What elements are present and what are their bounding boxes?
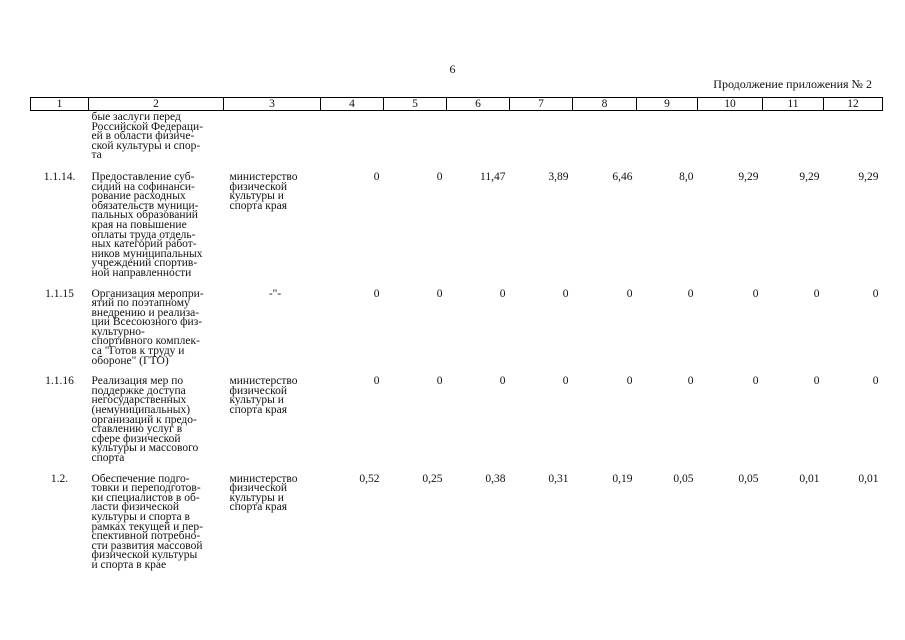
value-cell: 0 xyxy=(562,375,569,388)
ditto-mark: -"- xyxy=(268,287,282,300)
text-line: сфере физической xyxy=(91,432,181,445)
table-row xyxy=(31,288,883,376)
text-line: Российской Федераци- xyxy=(91,120,204,133)
text-line: рование расходных xyxy=(91,190,186,203)
value-cell: 0 xyxy=(687,287,694,300)
column-header: 2 xyxy=(89,98,224,111)
text-line: бые заслуги перед xyxy=(91,111,181,123)
text-line: организаций к предо- xyxy=(91,413,197,426)
value-cell: 0 xyxy=(499,287,506,300)
text-line: ставлению услуг в xyxy=(91,423,183,436)
text-line: культуры и массового xyxy=(91,442,199,455)
value-cell: 0,05 xyxy=(738,472,759,485)
measure-name xyxy=(89,288,224,376)
value-cell: 0,19 xyxy=(612,472,633,485)
continuation-label: Продолжение приложения № 2 xyxy=(713,77,872,91)
executor xyxy=(224,375,321,472)
text-line: сти развития массовой xyxy=(91,539,203,552)
table-row xyxy=(31,171,883,288)
text-line: края на повышение xyxy=(91,218,187,231)
value-cell: 0,52 xyxy=(359,472,380,485)
column-header: 12 xyxy=(824,98,883,111)
text-line: поддержке доступа xyxy=(91,384,186,397)
value-cell: 0,31 xyxy=(548,472,569,485)
value-cell: 3,89 xyxy=(548,170,569,183)
column-number-header xyxy=(31,98,883,111)
text-line: физической xyxy=(229,482,287,495)
value-cell: 0 xyxy=(436,375,443,388)
text-line: рамках текущей и пер- xyxy=(91,520,203,533)
column-header: 7 xyxy=(510,98,573,111)
value-cell: 6,46 xyxy=(612,170,633,183)
table-row-carryover xyxy=(31,111,883,171)
value-cell: 9,29 xyxy=(799,170,820,183)
text-line: обязательств муници- xyxy=(91,199,199,212)
text-line: ласти физической xyxy=(91,501,179,514)
text-line: спорта края xyxy=(229,199,287,212)
appendix-table xyxy=(30,97,883,580)
value-cell: 11,47 xyxy=(480,170,506,183)
table-row xyxy=(31,375,883,472)
value-cell: 0,25 xyxy=(422,472,443,485)
measure-name xyxy=(89,111,224,171)
text-line: (немуниципальных) xyxy=(91,404,191,417)
text-line: министерство xyxy=(229,375,298,388)
executor xyxy=(224,288,321,376)
column-header: 1 xyxy=(31,98,89,111)
text-line: культуры и xyxy=(229,491,284,504)
row-number: 1.2. xyxy=(50,472,69,485)
text-line: ных категорий работ- xyxy=(91,238,197,251)
text-line: физической xyxy=(229,180,287,193)
column-header: 4 xyxy=(321,98,384,111)
text-line: пальных образований xyxy=(91,209,198,222)
text-line: ции Всесоюзного физ- xyxy=(91,316,203,329)
column-header: 8 xyxy=(573,98,637,111)
text-line: министерство xyxy=(229,472,298,485)
text-line: спорта края xyxy=(229,501,287,514)
text-line: ской культуры и спор- xyxy=(91,139,201,152)
value-cell: 0 xyxy=(813,287,820,300)
row-number: 1.1.16 xyxy=(45,375,74,388)
value-cell: 0 xyxy=(499,375,506,388)
text-line: культуры и xyxy=(229,190,284,203)
measure-name xyxy=(89,171,224,288)
text-line: культуры и xyxy=(229,394,284,407)
value-cell: 0 xyxy=(752,375,759,388)
column-header: 9 xyxy=(637,98,698,111)
text-line: спективной потребно- xyxy=(91,530,201,543)
text-line: товки и переподготов- xyxy=(91,482,201,495)
value-cell: 0 xyxy=(373,375,380,388)
page-number: 6 xyxy=(449,62,456,76)
value-cell: 0 xyxy=(626,287,633,300)
text-line: оплаты труда отдель- xyxy=(91,228,196,241)
executor xyxy=(224,171,321,288)
text-line: спорта края xyxy=(229,404,287,417)
text-line: ей в области физиче- xyxy=(91,130,195,143)
value-cell: 0 xyxy=(813,375,820,388)
measure-name xyxy=(89,473,224,580)
text-line: спорта xyxy=(91,452,125,464)
text-line: спортивного комплек- xyxy=(91,335,200,348)
text-line: негосударственных xyxy=(91,394,187,407)
value-cell: 0 xyxy=(687,375,694,388)
text-line: Реализация мер по xyxy=(91,375,184,388)
column-header: 3 xyxy=(224,98,321,111)
value-cell: 0 xyxy=(872,287,879,300)
text-line: ной направленности xyxy=(91,266,192,279)
text-line: и спорта в крае xyxy=(91,558,167,571)
text-line: физической культуры xyxy=(91,549,198,562)
value-cell: 0,05 xyxy=(673,472,694,485)
text-line: внедрению и реализа- xyxy=(91,306,200,319)
text-line: министерство xyxy=(229,170,298,183)
value-cell: 0 xyxy=(626,375,633,388)
text-line: учреждений спортив- xyxy=(91,257,198,270)
value-cell: 8,0 xyxy=(679,170,694,183)
text-line: Обеспечение подго- xyxy=(91,472,190,485)
text-line: ников муниципальных xyxy=(91,247,203,260)
text-line: са "Готов к труду и xyxy=(91,345,185,358)
text-line: ятий по поэтапному xyxy=(91,297,190,310)
table-row xyxy=(31,473,883,580)
text-line: обороне" (ГТО) xyxy=(91,354,169,367)
value-cell: 0 xyxy=(872,375,879,388)
text-line: культурно- xyxy=(91,325,145,338)
value-cell: 9,29 xyxy=(858,170,879,183)
value-cell: 0,38 xyxy=(485,472,506,485)
row-number: 1.1.15 xyxy=(45,287,74,300)
value-cell: 0 xyxy=(562,287,569,300)
text-line: физической xyxy=(229,384,287,397)
value-cell: 0,01 xyxy=(858,472,879,485)
column-header: 11 xyxy=(763,98,824,111)
value-cell: 0,01 xyxy=(799,472,820,485)
value-cell: 0 xyxy=(373,287,380,300)
value-cell: 9,29 xyxy=(738,170,759,183)
value-cell: 0 xyxy=(373,170,380,183)
text-line: культуры и спорта в xyxy=(91,510,190,523)
column-header: 5 xyxy=(384,98,447,111)
value-cell: 0 xyxy=(436,287,443,300)
text-line: сидий на софинанси- xyxy=(91,180,195,193)
value-cell: 0 xyxy=(436,170,443,183)
text-line: та xyxy=(91,149,102,162)
text-line: Организация меропри- xyxy=(91,287,204,300)
text-line: Предоставление суб- xyxy=(91,170,195,183)
value-cell: 0 xyxy=(752,287,759,300)
column-header: 10 xyxy=(698,98,763,111)
executor xyxy=(224,473,321,580)
text-line: ки специалистов в об- xyxy=(91,491,200,504)
row-number: 1.1.14. xyxy=(43,170,76,183)
measure-name xyxy=(89,375,224,472)
column-header: 6 xyxy=(447,98,510,111)
